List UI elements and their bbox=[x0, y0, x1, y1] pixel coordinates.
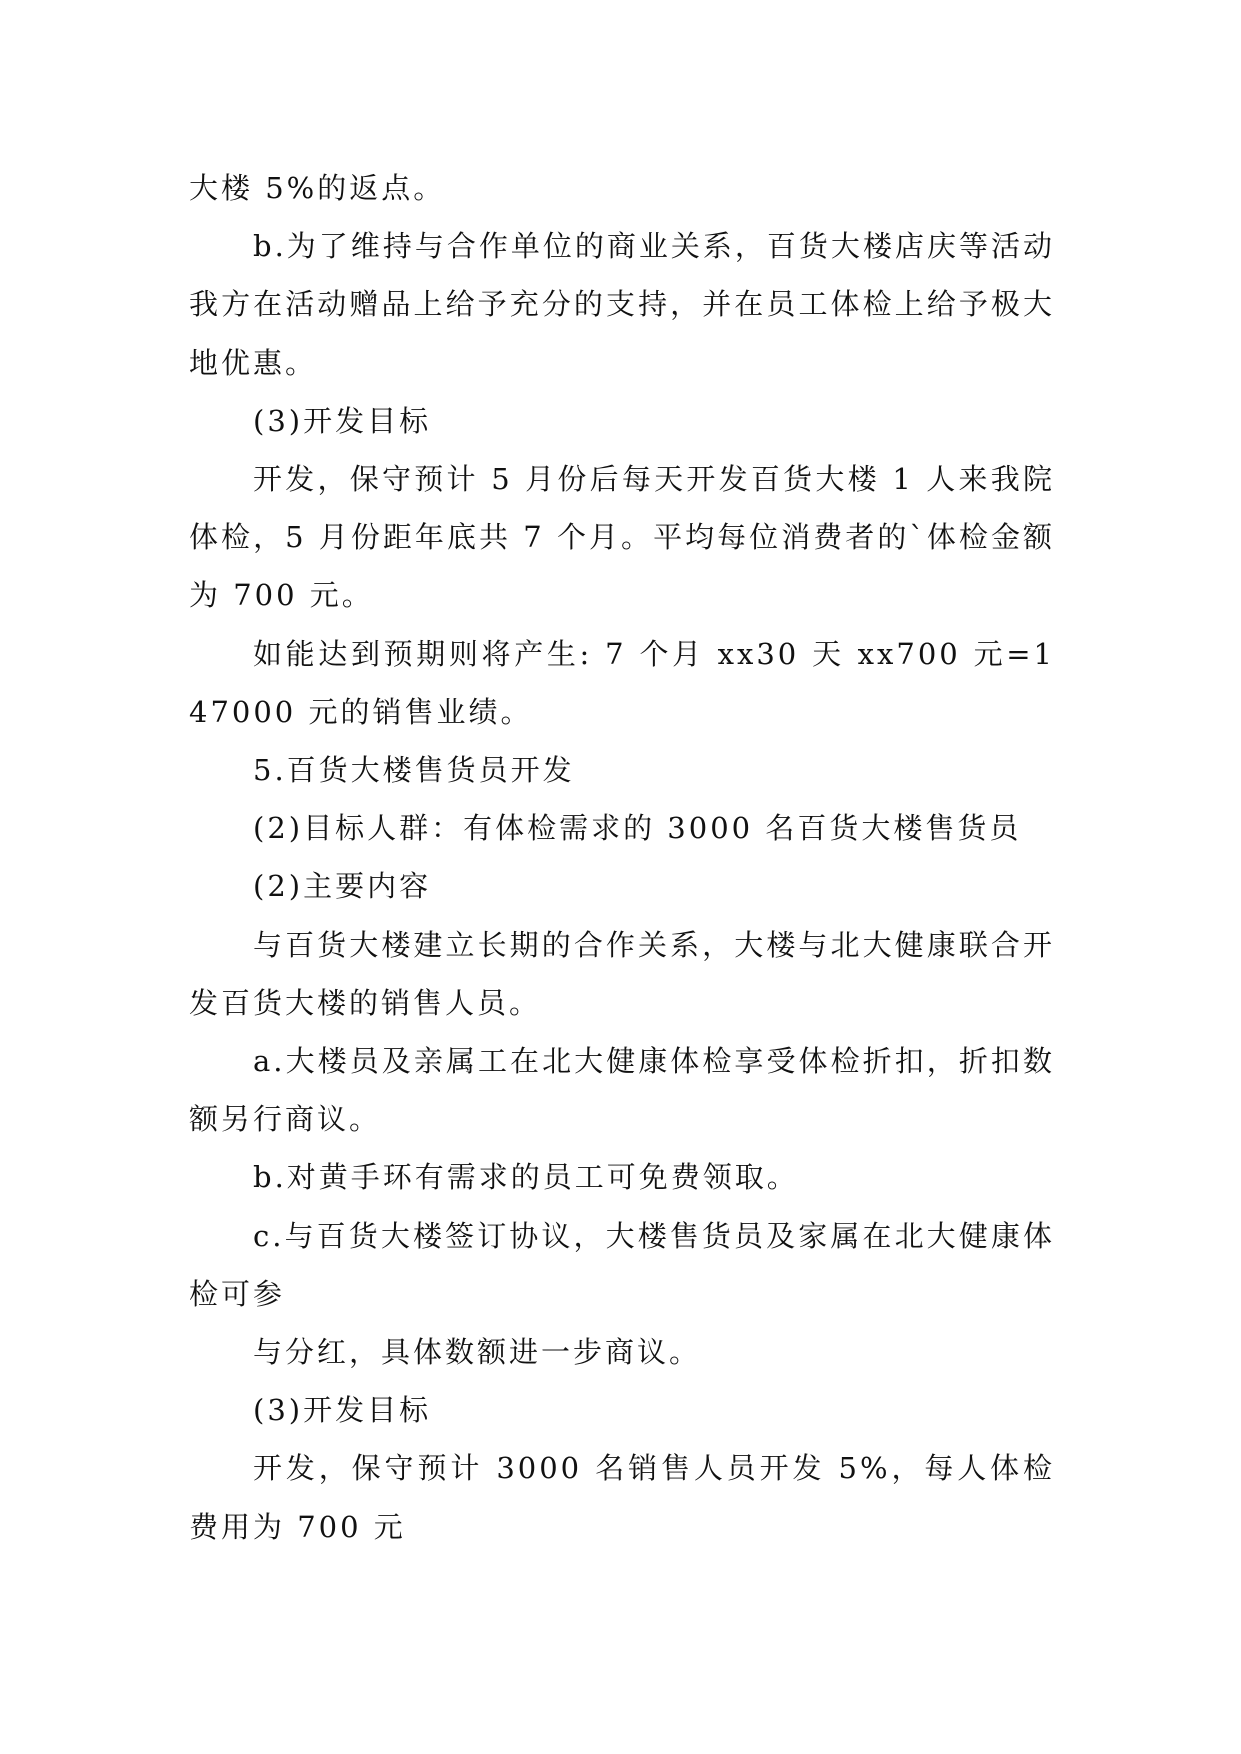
paragraph-agreement: c.与百货大楼签订协议，大楼售货员及家属在北大健康体检可参 bbox=[189, 1218, 1055, 1311]
paragraph-dividend: 与分红，具体数额进一步商议。 bbox=[253, 1335, 702, 1370]
paragraph-development-estimate-2: 开发，保守预计 3000 名销售人员开发 5%，每人体检费用为 700 元 bbox=[189, 1451, 1055, 1544]
heading-main-content: (2)主要内容 bbox=[253, 869, 432, 904]
document-body bbox=[189, 159, 1055, 1556]
heading-salesclerk-development: 5.百货大楼售货员开发 bbox=[253, 753, 575, 788]
paragraph-development-estimate: 开发，保守预计 5 月份后每天开发百货大楼 1 人来我院体检，5 月份距年底共 7 个月。平均每位消费者的`体检金额为 700 元。 bbox=[189, 462, 1055, 613]
paragraph-business-relations: b.为了维持与合作单位的商业关系，百货大楼店庆等活动我方在活动赠品上给予充分的支持，并在员工体检上给予极大地优惠。 bbox=[189, 229, 1055, 380]
paragraph-rebate: 大楼 5%的返点。 bbox=[189, 171, 446, 205]
heading-development-goal-2: (3)开发目标 bbox=[253, 1393, 432, 1428]
paragraph-wristband: b.对黄手环有需求的员工可免费领取。 bbox=[253, 1160, 799, 1195]
heading-development-goal: (3)开发目标 bbox=[253, 403, 432, 438]
paragraph-target-group: (2)目标人群：有体检需求的 3000 名百货大楼售货员 bbox=[253, 811, 1022, 846]
paragraph-discount: a.大楼员及亲属工在北大健康体检享受体检折扣，折扣数额另行商议。 bbox=[189, 1044, 1055, 1137]
paragraph-sales-performance: 如能达到预期则将产生: 7 个月 xx30 天 xx700 元=147000 元的销售业绩。 bbox=[189, 636, 1055, 729]
paragraph-cooperation: 与百货大楼建立长期的合作关系，大楼与北大健康联合开发百货大楼的销售人员。 bbox=[189, 927, 1055, 1020]
